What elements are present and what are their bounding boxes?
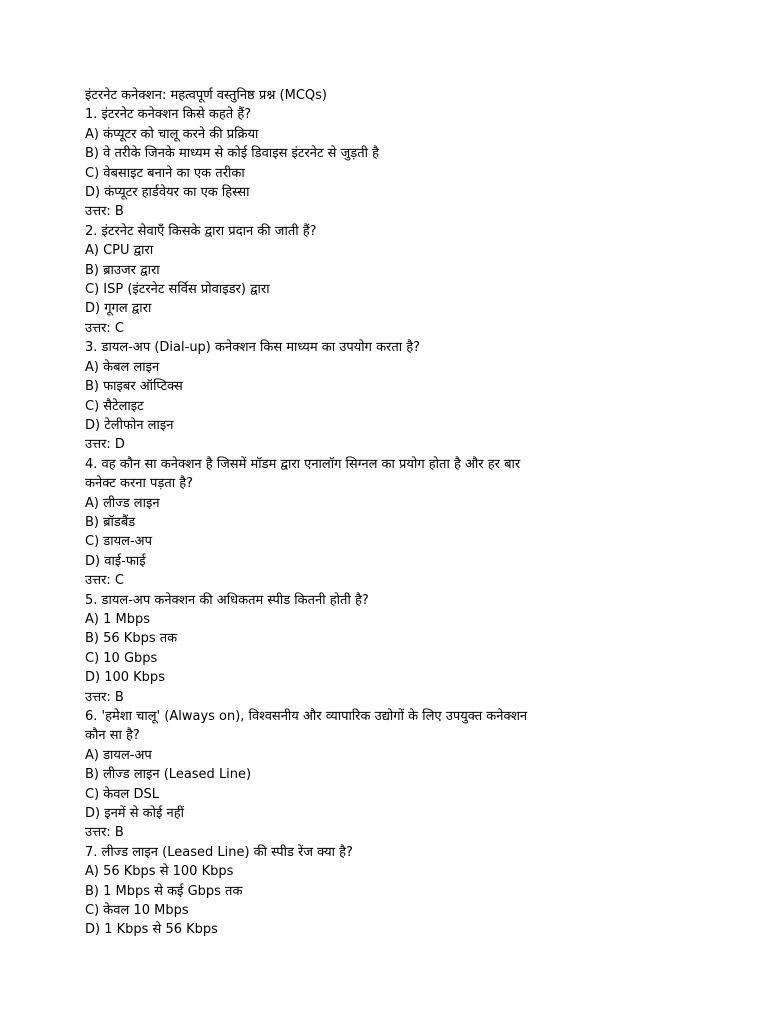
option-d: D) 1 Kbps से 56 Kbps xyxy=(85,922,218,938)
question-text-continued: कौन सा है? xyxy=(85,728,140,744)
option-b: B) लीज्ड लाइन (Leased Line) xyxy=(85,767,252,783)
question-text: 7. लीज्ड लाइन (Leased Line) की स्पीड रेंज क्या है? xyxy=(85,844,353,860)
option-b: B) फाइबर ऑप्टिक्स xyxy=(85,379,183,395)
question-block-5 xyxy=(85,591,745,707)
answer-text: उत्तर: B xyxy=(85,825,124,841)
option-b: B) वे तरीके जिनके माध्यम से कोई डिवाइस इंटरनेट से जुड़ती है xyxy=(85,146,380,162)
answer-text: उत्तर: B xyxy=(85,204,124,220)
option-b: B) ब्रॉडबैंड xyxy=(85,514,136,530)
option-d: D) टेलीफोन लाइन xyxy=(85,417,174,433)
question-text: 2. इंटरनेट सेवाएँ किसके द्वारा प्रदान की जाती हैं? xyxy=(85,223,317,239)
option-b: B) 1 Mbps से कई Gbps तक xyxy=(85,883,243,899)
document-title: इंटरनेट कनेक्शन: महत्वपूर्ण वस्तुनिष्ठ प्रश्न (MCQs) xyxy=(85,88,327,103)
answer-text: उत्तर: C xyxy=(85,573,125,589)
option-b: B) ब्राउजर द्वारा xyxy=(85,262,160,278)
option-a: A) 56 Kbps से 100 Kbps xyxy=(85,864,234,880)
option-c: C) केवल 10 Mbps xyxy=(85,903,189,919)
option-d: D) वाई-फाई xyxy=(85,553,146,569)
option-a: A) लीज्ड लाइन xyxy=(85,495,160,511)
option-d: D) 100 Kbps xyxy=(85,670,165,686)
option-c: C) 10 Gbps xyxy=(85,650,158,666)
document-page xyxy=(85,86,745,940)
question-block-4 xyxy=(85,455,745,591)
option-b: B) 56 Kbps तक xyxy=(85,631,178,647)
option-c: C) सैटेलाइट xyxy=(85,398,144,414)
option-a: A) कंप्यूटर को चालू करने की प्रक्रिया xyxy=(85,126,259,142)
question-text: 5. डायल-अप कनेक्शन की अधिकतम स्पीड कितनी होती है? xyxy=(85,592,369,608)
option-a: A) 1 Mbps xyxy=(85,611,150,627)
question-block-2 xyxy=(85,222,745,338)
question-text: 1. इंटरनेट कनेक्शन किसे कहते हैं? xyxy=(85,107,252,123)
option-a: A) डायल-अप xyxy=(85,747,152,763)
option-d: D) कंप्यूटर हार्डवेयर का एक हिस्सा xyxy=(85,185,250,201)
question-text-continued: कनेक्ट करना पड़ता है? xyxy=(85,476,194,492)
option-a: A) केबल लाइन xyxy=(85,359,160,375)
question-text: 4. वह कौन सा कनेक्शन है जिसमें मॉडम द्वारा एनालॉग सिग्नल का प्रयोग होता है और हर बार xyxy=(85,456,521,472)
question-block-7 xyxy=(85,843,745,940)
answer-text: उत्तर: C xyxy=(85,320,125,336)
answer-text: उत्तर: D xyxy=(85,437,125,453)
question-block-3 xyxy=(85,338,745,454)
option-c: C) डायल-अप xyxy=(85,534,152,550)
option-d: D) गूगल द्वारा xyxy=(85,301,152,317)
option-c: C) ISP (इंटरनेट सर्विस प्रोवाइडर) द्वारा xyxy=(85,282,270,298)
question-text: 6. 'हमेशा चालू' (Always on), विश्वसनीय और व्यापारिक उद्योगों के लिए उपयुक्त कनेक्शन xyxy=(85,709,528,724)
question-block-1 xyxy=(85,105,745,221)
option-c: C) वेबसाइट बनाने का एक तरीका xyxy=(85,165,245,181)
answer-text: उत्तर: B xyxy=(85,689,124,705)
option-c: C) केवल DSL xyxy=(85,786,159,802)
question-block-6 xyxy=(85,707,745,843)
question-text: 3. डायल-अप (Dial-up) कनेक्शन किस माध्यम का उपयोग करता है? xyxy=(85,340,421,356)
option-a: A) CPU द्वारा xyxy=(85,243,154,259)
option-d: D) इनमें से कोई नहीं xyxy=(85,806,184,822)
